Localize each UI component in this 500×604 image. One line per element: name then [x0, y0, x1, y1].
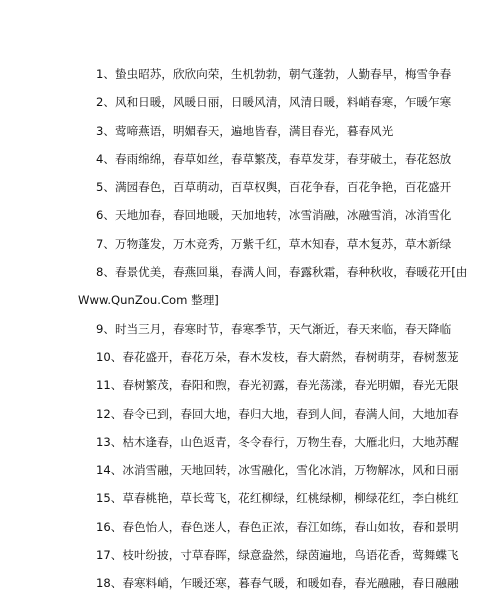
- item-text: 枯木逢春，山色返青，冬令春行，万物生春，大雁北归，大地苏醒: [122, 434, 459, 449]
- item-number: 12、: [96, 406, 123, 421]
- item-text: 春雨绵绵，春草如丝，春草繁茂，春草发芽，春芽破土，春花怒放: [114, 151, 452, 166]
- list-item: [0, 462, 500, 490]
- item-text: 草春桃艳，草长莺飞，花红柳绿，红桃绿柳，柳绿花红，李白桃红: [122, 491, 459, 506]
- list-item: [0, 123, 500, 151]
- item-text: 春寒料峭，乍暖还寒，暮春气暖，和暖如春，春光融融，春日融融: [122, 576, 459, 591]
- item-number: 10、: [96, 349, 123, 364]
- document-body: [0, 66, 500, 604]
- list-item-continuation: [0, 292, 500, 320]
- item-text: 冰消雪融，天地回转，冰雪融化，雪化冰消，万物解冰，风和日丽: [122, 463, 459, 478]
- item-number: 4、: [96, 151, 115, 166]
- item-text: 春色怡人，春色迷人，春色正浓，春江如练，春山如妆，春和景明: [122, 519, 459, 534]
- item-number: 6、: [96, 208, 115, 223]
- item-number: 7、: [96, 236, 115, 251]
- list-item: [0, 377, 500, 405]
- list-item: [0, 151, 500, 179]
- list-item: [0, 547, 500, 575]
- list-item: [0, 434, 500, 462]
- list-item: [0, 519, 500, 547]
- item-text: 春景优美，春燕回巢，春满人间，春露秋霜，春种秋收，春暖花开[由: [114, 265, 468, 280]
- item-text: 蛰虫昭苏，欣欣向荣，生机勃勃，朝气蓬勃，人勤春早，梅雪争春: [114, 67, 452, 81]
- item-text: 春花盛开，春花万朵，春木发枝，春大蔚然，春树萌芽，春树葱茏: [122, 349, 459, 364]
- item-number: 1、: [96, 67, 115, 81]
- list-item: [0, 236, 500, 264]
- list-item: [0, 349, 500, 377]
- item-text: 满园春色，百草萌动，百草权舆，百花争春，百花争艳，百花盛开: [114, 180, 452, 195]
- item-text: 风和日暖，风暖日丽，日暖风清，风清日暖，料峭春寒，乍暖乍寒: [114, 95, 452, 110]
- item-number: 8、: [96, 265, 115, 280]
- list-item: [0, 321, 500, 349]
- item-number: 15、: [96, 491, 123, 506]
- list-item: [0, 207, 500, 235]
- item-number: 2、: [96, 95, 115, 110]
- item-text: Www.QunZou.Com 整理]: [78, 293, 219, 308]
- list-item: [0, 66, 500, 94]
- item-text: 莺啼燕语，明媚春天，遍地皆春，满目春光，暮春风光: [114, 123, 394, 138]
- item-number: 18、: [96, 576, 123, 591]
- list-item: [0, 179, 500, 207]
- item-text: 天地加春，春回地暖，天加地转，冰雪消融，冰融雪消，冰消雪化: [114, 208, 452, 223]
- list-item: [0, 94, 500, 122]
- item-text: 万物蓬发，万木竞秀，万紫千红，草木知春，草木复苏，草木新绿: [114, 236, 452, 251]
- list-item: [0, 575, 500, 603]
- item-number: 3、: [96, 123, 115, 138]
- item-number: 14、: [96, 463, 123, 478]
- item-number: 9、: [96, 321, 115, 336]
- item-number: 17、: [96, 548, 123, 563]
- item-text: 枝叶纷披，寸草春晖，绿意盎然，绿茵遍地，鸟语花香，莺舞蝶飞: [122, 548, 459, 563]
- list-item: [0, 490, 500, 518]
- item-text: 春树繁茂，春阳和煦，春光初露，春光荡漾，春光明媚，春光无限: [122, 378, 459, 393]
- item-number: 13、: [96, 434, 123, 449]
- item-number: 16、: [96, 519, 123, 534]
- item-number: 5、: [96, 180, 115, 195]
- item-text: 春令已到，春回大地，春归大地，春到人间，春满人间，大地加春: [122, 406, 459, 421]
- item-text: 时当三月，春寒时节，春寒季节，天气渐近，春天来临，春天降临: [114, 321, 452, 336]
- item-number: 11、: [96, 378, 123, 393]
- list-item: [0, 264, 500, 292]
- list-item: [0, 406, 500, 434]
